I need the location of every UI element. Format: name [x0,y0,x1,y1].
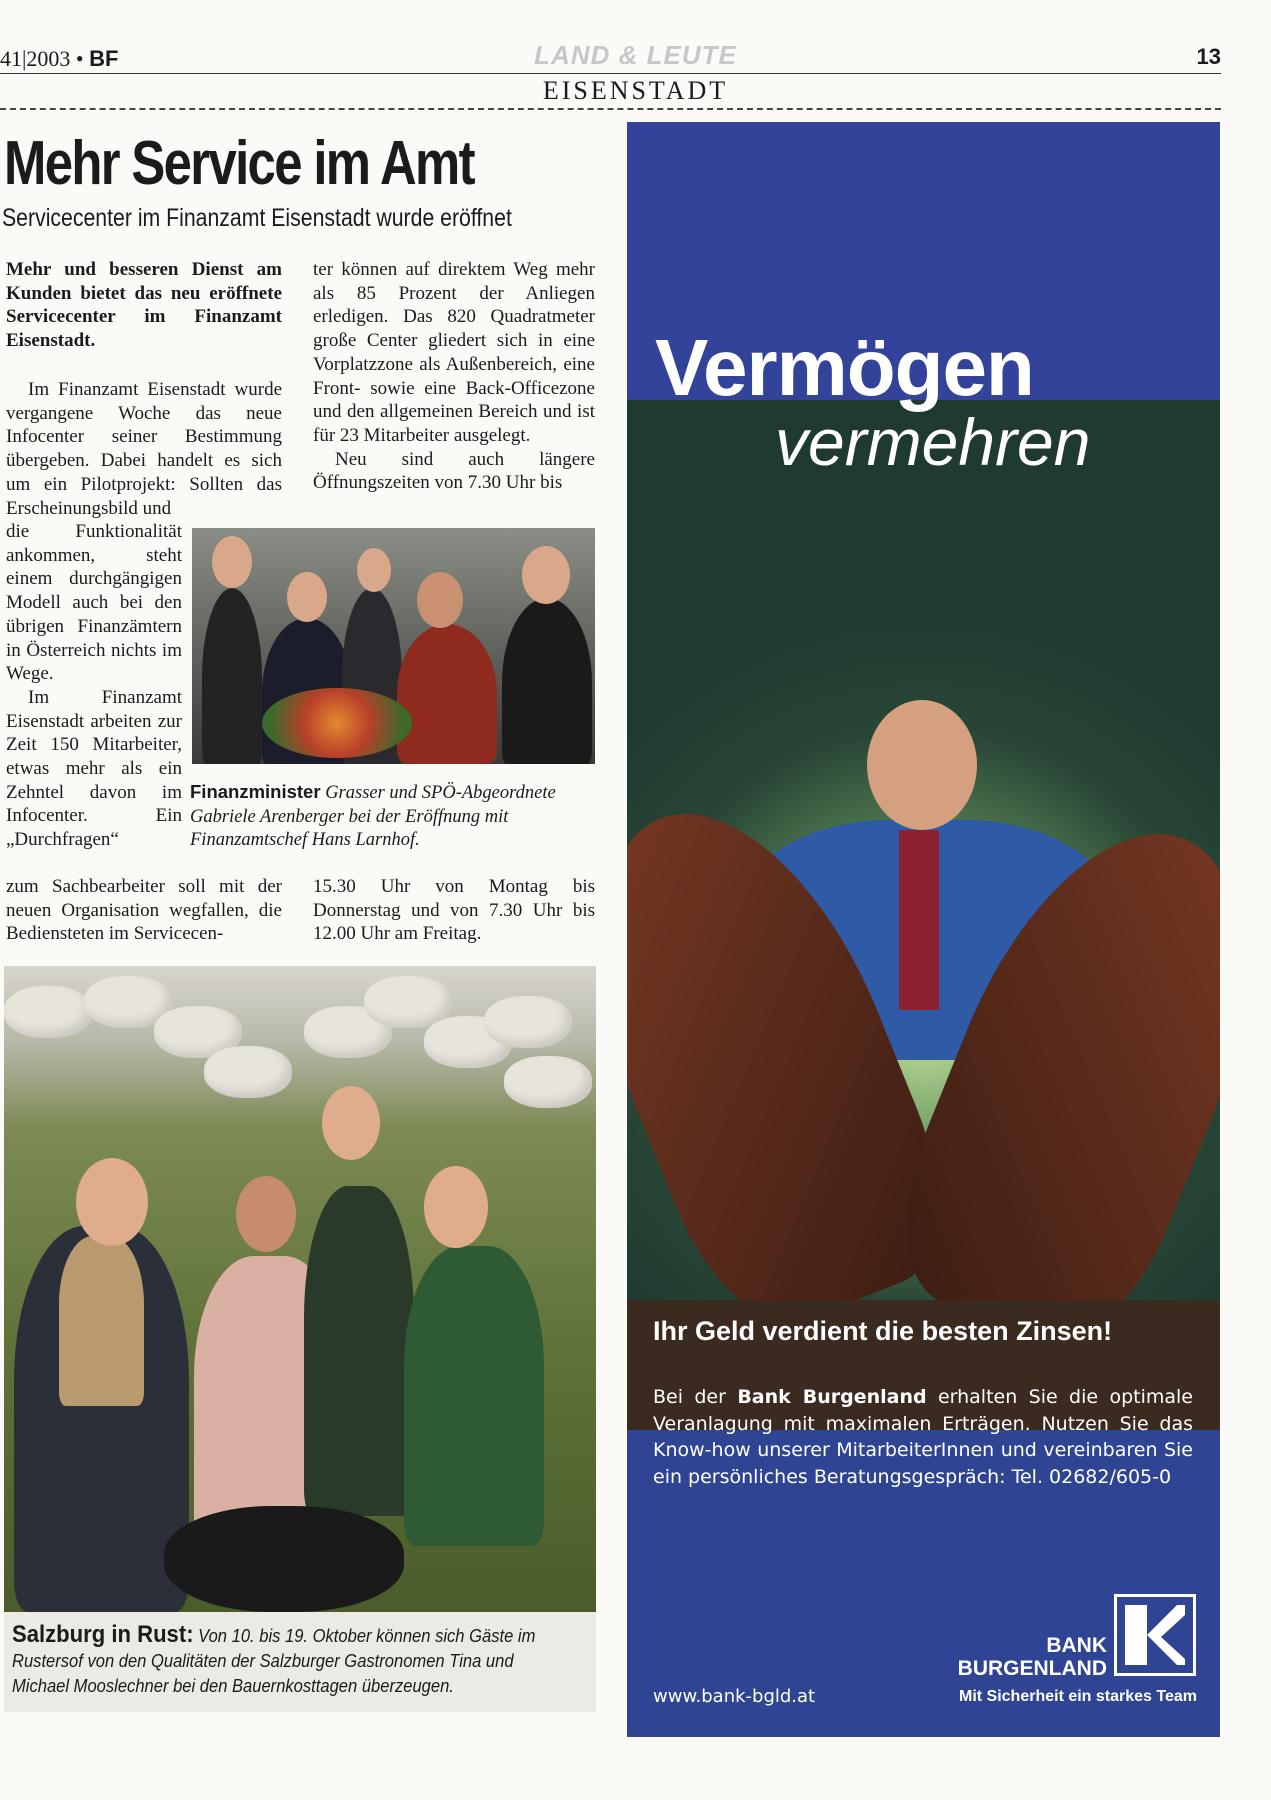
ad-tagline: Ihr Geld verdient die besten Zinsen! [653,1316,1113,1346]
caption-lead: Finanzminister [190,781,321,802]
ad-brand: Bank Burgenland [737,1386,927,1408]
article-lead: Mehr und besseren Dienst am Kunden bietet das neu eröffnete Servicecenter im Finanzamt Eisenstadt. [6,259,282,352]
ad-slogan: Mit Sicherheit ein starkes Team [958,1688,1197,1705]
article-body-col1-bottom: zum Sachbearbeiter soll mit der neuen Organisation wegfallen, die Bediensteten im Servicecen- [6,876,282,945]
article-paragraph: Im Finanzamt Eisenstadt arbeiten zur Zeit 150 Mitarbeiter, etwas mehr als ein Zehntel davon im Infocenter. Ein „Durchfragen“ [6,686,182,851]
section-title: LAND & LEUTE [534,40,737,70]
article-body-narrow [6,520,182,852]
ad-headline: Vermögen [655,323,1034,412]
article-body-col2-bottom: 15.30 Uhr von Montag bis Donnerstag und von 7.30 Uhr bis 12.00 Uhr am Freitag. [313,876,595,945]
bank-advertisement [627,122,1220,1737]
ad-image-area [627,400,1220,1430]
article-paragraph: ter können auf direktem Weg mehr als 85 Prozent der Anliegen erledigen. Das 820 Quadratmeter große Center gliedert sich in eine Vorplatzzone als Außenbereich, eine Front- sowie eine Back-Officezone und den allgemeinen Bereich und ist für 23 Mitarbeiter ausgelegt. [313,259,595,446]
article-paragraph: die Funktionalität ankommen, steht einem durchgängigen Modell auch bei den übrigen Finanzämtern in Österreich nichts im Wege. [6,521,182,685]
logo-line2: BURGENLAND [957,1657,1107,1680]
caption-title: Salzburg in Rust: [12,1621,194,1648]
logo-line1: BANK [1046,1634,1107,1657]
city-label: EISENSTADT [542,76,729,105]
caption-text: Grasser und SPÖ-Abgeordnete Gabriele Arenberger bei der Eröffnung mit Finanzamtschef Hans Larnhof. [190,783,556,850]
page-number: 13 [1196,44,1221,69]
bank-logo-text [927,1634,1107,1680]
ad-subheadline: vermehren [775,405,1091,479]
ceremony-photo-caption [190,780,600,853]
ad-body-prefix: Bei der [653,1386,726,1408]
ad-website-link[interactable]: www.bank-bgld.at [653,1686,816,1707]
ad-body-text [653,1384,1193,1490]
article-body-wide: Im Finanzamt Eisenstadt wurde vergangene Woche das neue Infocenter seiner Bestimmung übergeben. Dabei handelt es sich um ein Pilotprojekt: Sollten das Erscheinungsbild und [6,379,282,519]
article-body-col2-top [313,258,595,495]
ceremony-photo [192,528,595,764]
issue-number: 41|2003 • [0,46,84,71]
article-subheadline: Servicecenter im Finanzamt Eisenstadt wurde eröffnet [2,204,512,232]
article-headline: Mehr Service im Amt [4,129,474,198]
sheep-photo [4,966,596,1612]
article-paragraph: Neu sind auch längere Öffnungszeiten von 7.30 Uhr bis [313,448,595,494]
ad-body: erhalten Sie die optimale Veranlagung mit maximalen Erträgen. Nutzen Sie das Know-how unserer MitarbeiterInnen und vereinbaren Sie ein persönliches Beratungsgespräch: Tel. 02682/605-0 [653,1386,1193,1488]
publication-name: BF [89,46,119,71]
bank-logo-icon [1114,1594,1196,1676]
header-dashed-divider [0,108,1221,110]
caption-text: Von 10. bis 19. Oktober können sich Gäste im Rustersof von den Qualitäten der Salzburger Gastronomen Tina und Michael Mooslechner bei den Bauernkosttagen überzeugen. [12,1626,536,1696]
sheep-photo-caption [12,1622,541,1699]
header-rule [0,73,1221,74]
